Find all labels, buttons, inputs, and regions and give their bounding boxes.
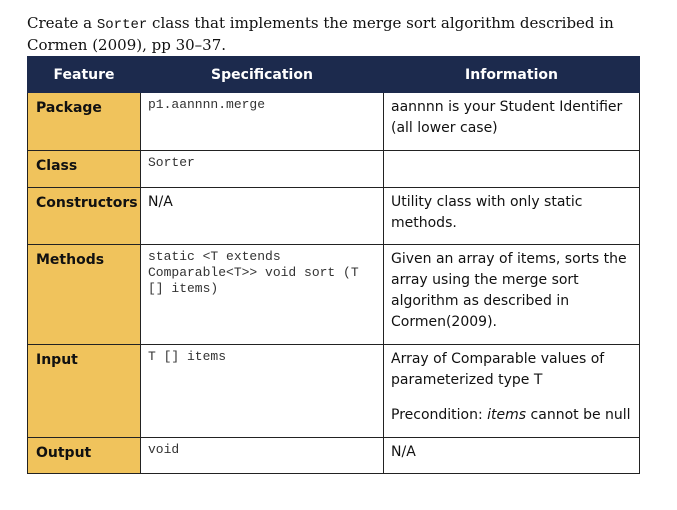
intro-text-start: Create a — [27, 14, 97, 32]
input-description: Array of Comparable values of parameterized type T — [391, 351, 605, 388]
info-cell — [384, 151, 640, 188]
info-cell: Given an array of items, sorts the array using the merge sort algorithm as described in Cormen(2009). — [384, 245, 640, 345]
header-information: Information — [384, 57, 640, 93]
table-row-methods — [28, 245, 640, 345]
feature-cell: Package — [28, 93, 141, 151]
table-row-output — [28, 438, 640, 474]
intro-paragraph — [27, 13, 647, 55]
spec-cell: Sorter — [141, 151, 384, 188]
precondition-text — [391, 405, 633, 426]
feature-cell: Class — [28, 151, 141, 188]
info-cell — [384, 345, 640, 438]
header-specification: Specification — [141, 57, 384, 93]
specification-table — [27, 56, 640, 474]
spec-cell: T [] items — [141, 345, 384, 438]
feature-cell: Input — [28, 345, 141, 438]
header-feature: Feature — [28, 57, 141, 93]
spec-cell: p1.aannnn.merge — [141, 93, 384, 151]
intro-class-name: Sorter — [96, 17, 148, 33]
table-row-class — [28, 151, 640, 188]
feature-cell: Output — [28, 438, 141, 474]
intro-text-end: class that implements the merge sort algorithm described in Cormen (2009), pp 30–37. — [27, 14, 614, 54]
precondition-variable: items — [487, 407, 527, 423]
precondition-label: Precondition: — [391, 407, 488, 423]
table-row-input — [28, 345, 640, 438]
info-cell: Utility class with only static methods. — [384, 188, 640, 245]
spec-cell: static <T extends Comparable<T>> void sort (T [] items) — [141, 245, 384, 345]
table-row-package — [28, 93, 640, 151]
spec-cell: void — [141, 438, 384, 474]
info-cell: N/A — [384, 438, 640, 474]
feature-cell: Constructors — [28, 188, 141, 245]
spec-cell: N/A — [141, 188, 384, 245]
info-cell: aannnn is your Student Identifier (all lower case) — [384, 93, 640, 151]
precondition-rest: cannot be null — [526, 407, 631, 423]
table-header-row — [28, 57, 640, 93]
feature-cell: Methods — [28, 245, 141, 345]
table-row-constructors — [28, 188, 640, 245]
